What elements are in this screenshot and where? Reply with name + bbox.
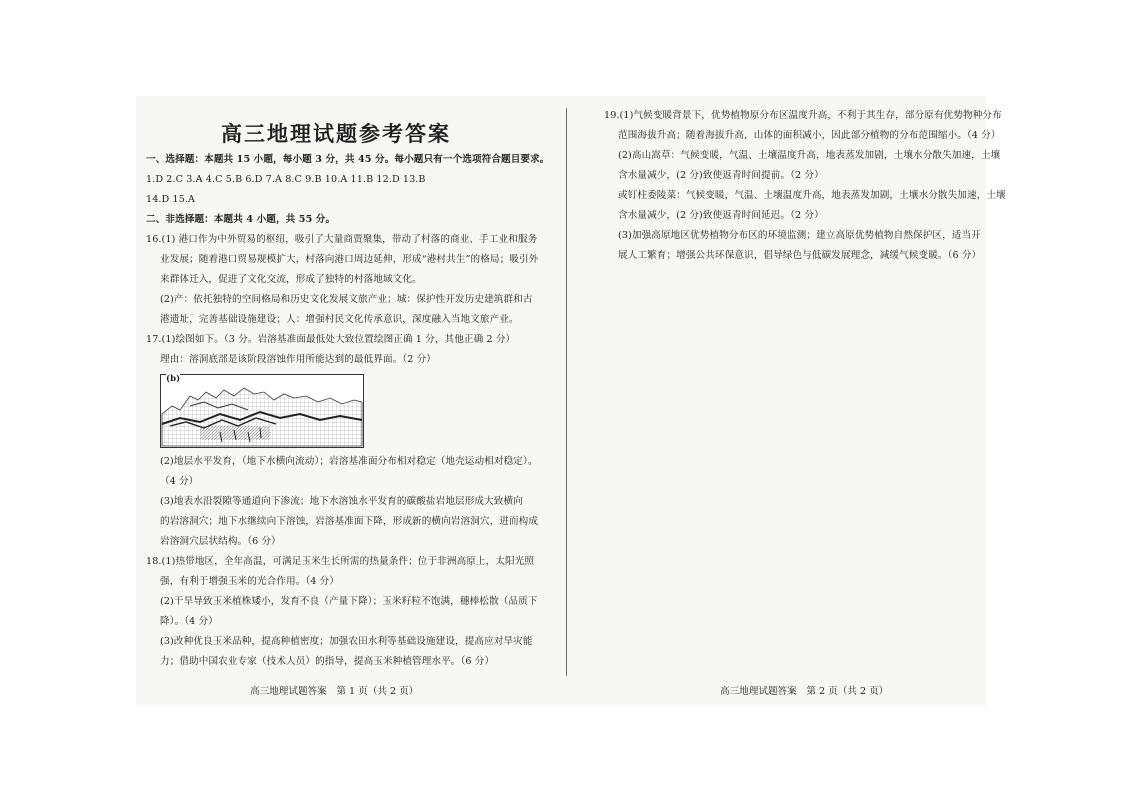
- answer-line: 强，有利于增强玉米的光合作用。（4 分）: [160, 576, 340, 587]
- answer-line: 业发展；随着港口贸易规模扩大，村落向港口周边延伸，形成“港村共生”的格局；吸引外: [160, 254, 539, 265]
- karst-cross-section-drawing: [160, 374, 364, 448]
- answer-line: 降）。（4 分）: [160, 616, 218, 627]
- page-title: 高三地理试题参考答案: [221, 121, 451, 146]
- answer-line: (2)产：依托独特的空间格局和历史文化发展文旅产业；城：保护性开发历史建筑群和古: [160, 294, 533, 305]
- karst-cross-section-figure: [160, 374, 364, 448]
- page1-content: [146, 150, 550, 672]
- answer-line: 含水量减少，(2 分)致使返青时间提前。（2 分）: [618, 170, 824, 181]
- page-divider: [566, 108, 567, 676]
- answer-line: 或钉柱委陵菜：气候变暖，气温、土壤温度升高，地表蒸发加剧，土壤水分散失加速，土壤: [618, 190, 1006, 201]
- answer-line: 17.(1)绘图如下。（3 分。岩溶基准面最低处大致位置绘图正确 1 分，其他正确 2 分）: [146, 334, 516, 345]
- answer-line: (2)干旱导致玉米植株矮小，发育不良（产量下降）；玉米籽粒不饱满，穗棒松散（品质下: [160, 596, 538, 607]
- answer-line: 理由：溶洞底部是该阶段溶蚀作用所能达到的最低界面。（2 分）: [160, 354, 436, 365]
- section-heading-choice: 一、选择题：本题共 15 小题，每小题 3 分，共 45 分。每小题只有一个选项符合题目要求。: [146, 154, 550, 165]
- answer-line: (2)地层水平发育，（地下水横向流动）；岩溶基准面分布相对稳定（地壳运动相对稳定）。: [160, 456, 538, 467]
- page2-content: [604, 106, 1006, 266]
- page1-footer: 高三地理试题答案 第 1 页（共 2 页）: [250, 686, 419, 697]
- answer-line: 展人工繁育；增强公共环保意识，倡导绿色与低碳发展理念，减缓气候变暖。（6 分）: [618, 250, 982, 261]
- answer-line: 18.(1)热带地区，全年高温，可满足玉米生长所需的热量条件；位于非洲高原上，太阳光照: [146, 556, 535, 567]
- page2-footer: 高三地理试题答案 第 2 页（共 2 页）: [720, 686, 889, 697]
- answer-line: 1.D 2.C 3.A 4.C 5.B 6.D 7.A 8.C 9.B 10.A 11.B 12.D 13.B: [146, 174, 426, 185]
- answer-line: (3)地表水沿裂隙等通道向下渗流；地下水溶蚀水平发育的碳酸盐岩地层形成大致横向: [160, 496, 523, 507]
- section-heading-nonchoice: 二、非选择题：本题共 4 小题，共 55 分。: [146, 214, 336, 225]
- answer-line: 的岩溶洞穴；地下水继续向下溶蚀，岩溶基准面下降，形成新的横向岩溶洞穴，进而构成: [160, 516, 539, 527]
- answer-line: 14.D 15.A: [146, 194, 196, 205]
- answer-line: (2)高山嵩草：气候变暖，气温、土壤温度升高，地表蒸发加剧，土壤水分散失加速，土壤: [618, 150, 1001, 161]
- figure-label: (b): [166, 374, 181, 384]
- answer-line: 16.(1) 港口作为中外贸易的枢纽，吸引了大量商贾聚集，带动了村落的商业、手工业和服务: [146, 234, 538, 245]
- answer-line: 港遗址，完善基础设施建设；人：增强村民文化传承意识，深度融入当地文旅产业。: [160, 314, 519, 325]
- answer-line: 19.(1)气候变暖背景下，优势植物原分布区温度升高，不利于其生存，部分原有优势物种分布: [604, 110, 1002, 121]
- answer-line: 岩溶洞穴层状结构。（6 分）: [160, 536, 281, 547]
- answer-line: 范围海拔升高；随着海拔升高，山体的面积减小，因此部分植物的分布范围缩小。（4 分）: [618, 130, 1001, 141]
- answer-line: (3)加强高原地区优势植物分布区的环境监测；建立高原优势植物自然保护区，适当开: [618, 230, 981, 241]
- answer-line: (3)改种优良玉米品种，提高种植密度；加强农田水利等基础设施建设，提高应对旱灾能: [160, 636, 533, 647]
- answer-line: （4 分）: [160, 476, 199, 487]
- answer-line: 含水量减少，(2 分)致使返青时间延迟。（2 分）: [618, 210, 824, 221]
- answer-line: 来群体迁入，促进了文化交流，形成了独特的村落地域文化。: [160, 274, 422, 285]
- answer-line: 力；借助中国农业专家（技术人员）的指导，提高玉米种植管理水平。（6 分）: [160, 656, 495, 667]
